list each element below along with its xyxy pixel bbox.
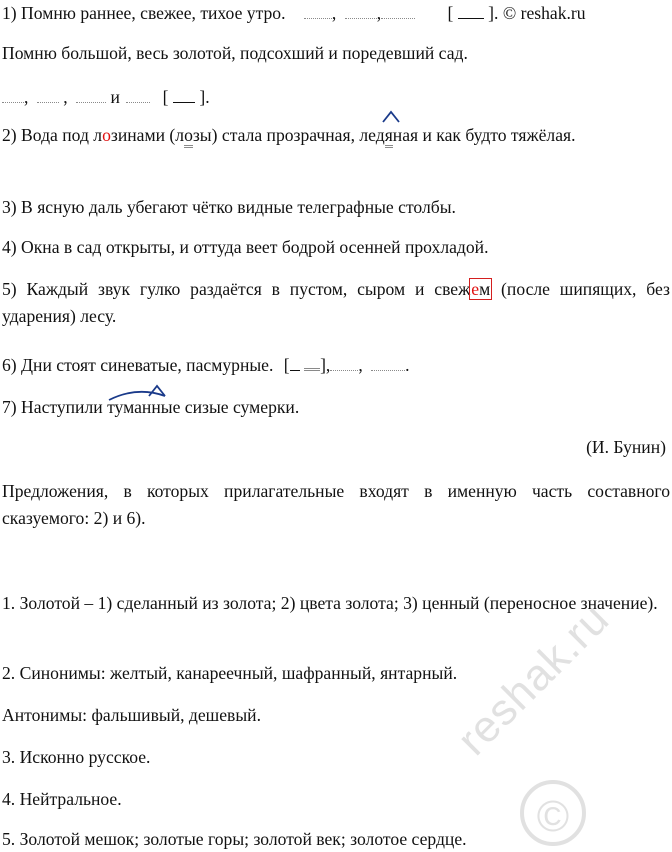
sentence-3 [2, 196, 670, 218]
answer-2b-text: Антонимы: фальшивый, дешевый. [2, 705, 261, 725]
answer-3 [2, 746, 670, 768]
watermark-copyright-icon: © [520, 780, 586, 846]
sentence-1-scheme [2, 86, 670, 108]
scheme-bracket-open: [ [447, 3, 454, 23]
sentence-6-text: 6) Дни стоят синеватые, пасмурные. [2, 355, 274, 375]
scheme-mark [345, 8, 377, 19]
sentence-3-text: 3) В ясную даль убегают чётко видные телеграфные столбы. [2, 197, 456, 217]
sentence-4 [2, 236, 670, 258]
suffix-caret-icon [381, 110, 401, 124]
sentence-4-text: 4) Окна в сад открыты, и оттуда веет бодрой осенней прохладой. [2, 237, 489, 257]
scheme-comma: , [331, 3, 337, 23]
spelling-highlight: е [471, 279, 480, 299]
sentence-2-part: 2) Вода под л [2, 125, 103, 145]
scheme-mark [37, 92, 59, 103]
answer-1-text: 1. Золотой – 1) сделанный из золота; 2) цвета золота; 3) ценный (переносное значение). [2, 593, 658, 613]
scheme-bracket-close-source: ]. © reshak.ru [488, 3, 586, 23]
scheme-bracket-open: [ [283, 355, 290, 375]
sentence-1 [2, 2, 670, 24]
scheme-bracket-close: ]. [199, 87, 210, 107]
scheme-comma: , [63, 87, 68, 107]
sentence-2-part: зинами (л [110, 125, 185, 145]
watermark-text: reshak.ru [448, 593, 619, 765]
scheme-mark [330, 360, 358, 371]
sentence-5-part: (после шипящих, без ударения) лесу. [2, 279, 670, 326]
sentence-2-part: зы) стала прозрачная, лед [192, 125, 385, 145]
sentence-7-part: ые сизые сумерки. [160, 397, 300, 417]
answer-3-text: 3. Исконно русское. [2, 747, 151, 767]
ending-box [469, 278, 492, 300]
ending-letter: м [479, 279, 491, 299]
scheme-subject-mark [290, 360, 300, 371]
answer-4-text: 4. Нейтральное. [2, 789, 122, 809]
scheme-subject-mark [173, 92, 195, 103]
answer-2-text: 2. Синонимы: желтый, канареечный, шафранный, янтарный. [2, 663, 458, 683]
sentence-2 [2, 122, 670, 149]
suffix-mark [151, 396, 160, 418]
sentence-1b-text: Помню большой, весь золотой, подсохший и поредевший сад. [2, 43, 468, 63]
answer-2b [2, 704, 670, 726]
scheme-comma: , [24, 87, 29, 107]
scheme-mark [76, 92, 106, 103]
sentence-5-part: 5) Каждый звук гулко раздаётся в пустом, сыром и свеж [2, 279, 471, 299]
scheme-bracket-open: [ [162, 87, 169, 107]
answer-5-text: 5. Золотой мешок; золотые горы; золотой век; золотое сердце. [2, 829, 467, 849]
sentence-7-part: 7) Наступили [2, 397, 108, 417]
scheme-bracket-close: ], [320, 355, 331, 375]
scheme-mark [381, 8, 415, 19]
suffix-letter: н [151, 397, 161, 417]
sentence-7 [2, 396, 670, 418]
scheme-conjunction: и [110, 87, 120, 107]
scheme-subject-mark [458, 8, 484, 19]
suffix-letter: я [385, 125, 393, 148]
scheme-mark [2, 92, 24, 103]
scheme-comma: , [358, 355, 363, 375]
spelling-highlight: о [102, 125, 111, 145]
suffix-mark [385, 122, 393, 149]
scheme-mark [304, 8, 332, 19]
scheme-end: . [405, 355, 410, 375]
root-word: туман [107, 397, 152, 417]
sentence-1b [2, 42, 670, 64]
summary-paragraph [2, 478, 670, 532]
root-check-mark: о [184, 125, 193, 148]
scheme-mark [126, 92, 150, 103]
scheme-mark [371, 360, 405, 371]
summary-text: Предложения, в которых прилагательные входят в именную часть составного сказуемого: 2) и 6). [2, 481, 670, 528]
sentence-2-part: ная и как будто тяжёлая. [392, 125, 576, 145]
author-attribution: (И. Бунин) [586, 437, 666, 457]
sentence-6 [2, 354, 670, 376]
root-mark [107, 396, 151, 418]
sentence-5 [2, 276, 670, 330]
scheme-comma: , [376, 3, 382, 23]
scheme-predicate-mark [304, 358, 320, 371]
sentence-1-text: 1) Помню раннее, свежее, тихое утро. [2, 3, 286, 23]
